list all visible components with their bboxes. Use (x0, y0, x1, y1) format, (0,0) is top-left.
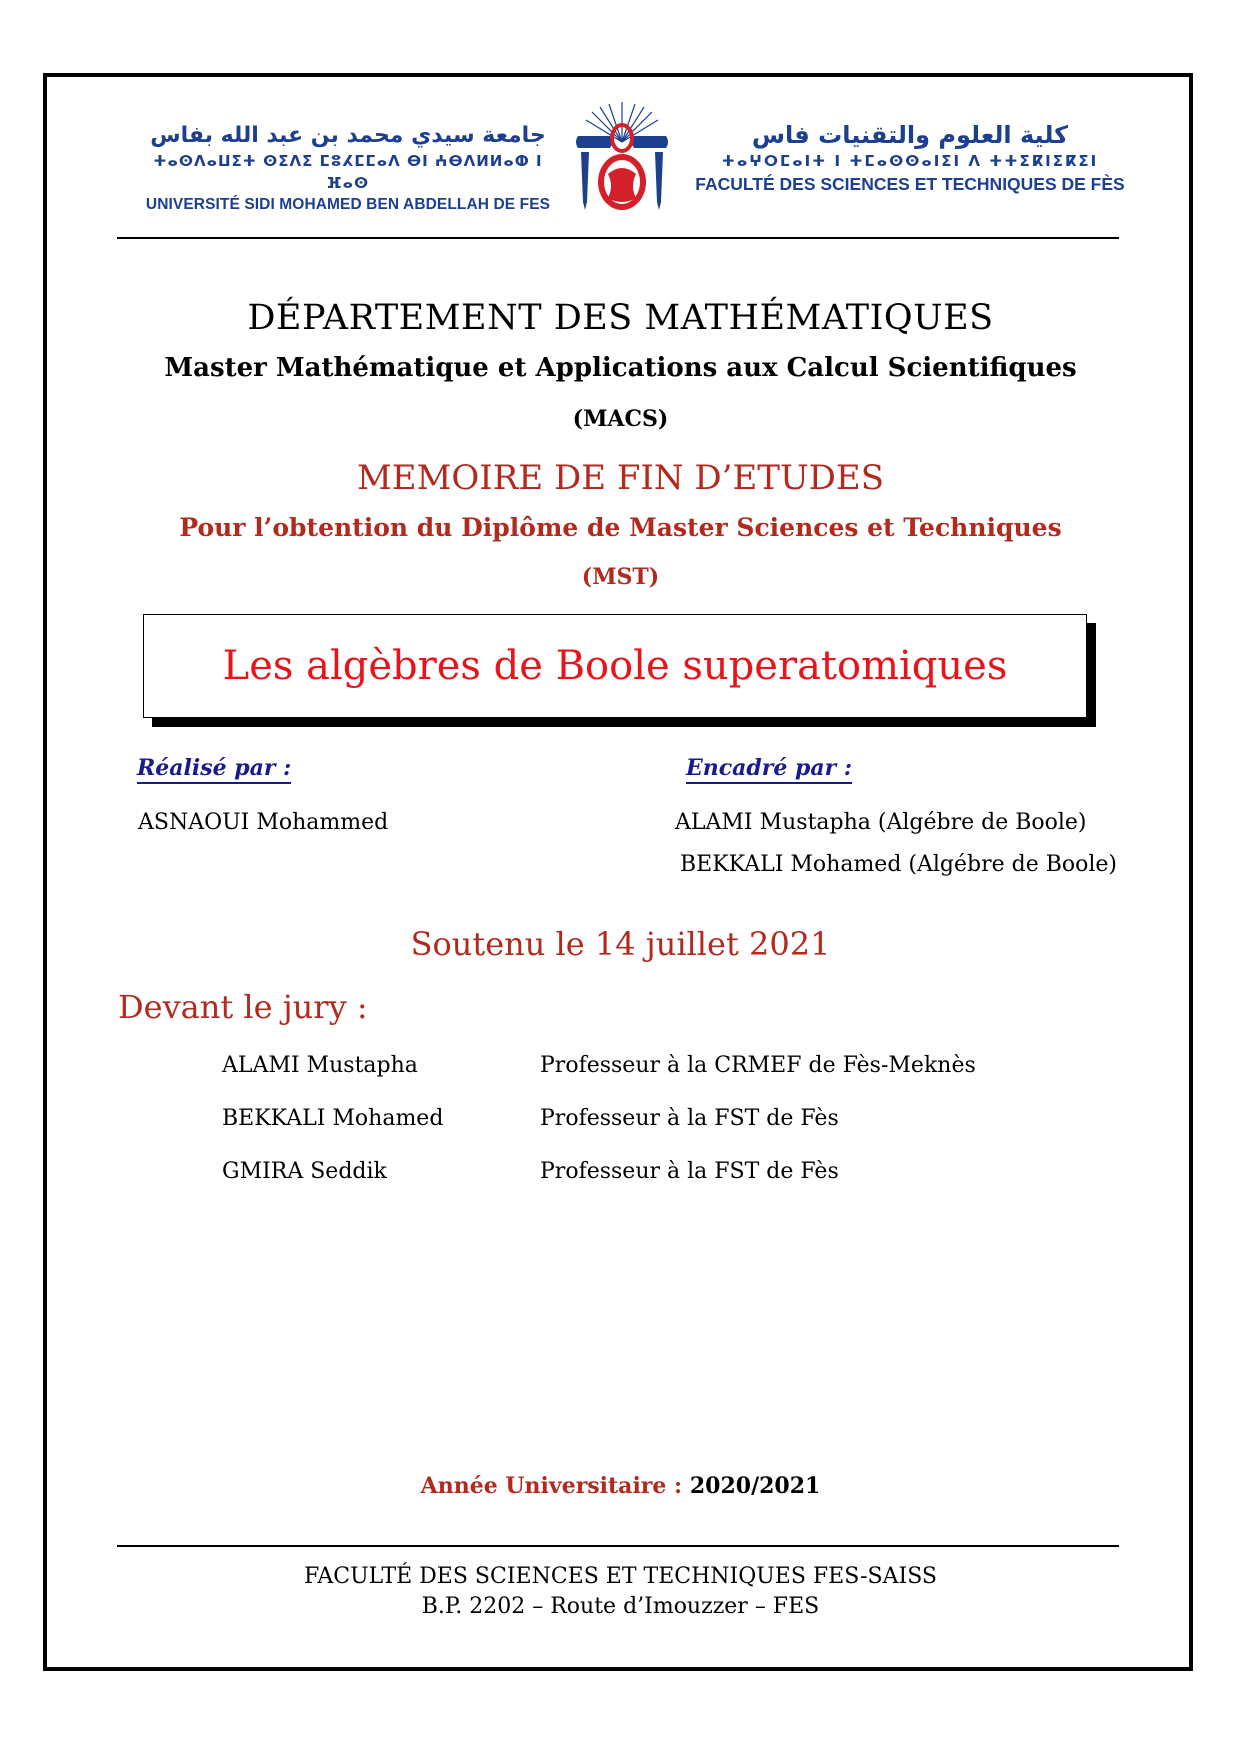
university-emblem-icon (572, 102, 672, 214)
faculty-name-arabic: كلية العلوم والتقنيات فاس (751, 121, 1069, 149)
supervisor-name: BEKKALI Mohamed (Algébre de Boole) (680, 852, 1118, 877)
jury-member-name: BEKKALI Mohamed (222, 1106, 444, 1131)
jury-member-role: Professeur à la FST de Fès (540, 1159, 839, 1184)
master-abbrev: (MACS) (572, 406, 669, 432)
header-divider (117, 237, 1119, 239)
encadre-label: Encadré par : (686, 755, 852, 784)
supervisor-name: ALAMI Mustapha (Algébre de Boole) (675, 810, 1087, 835)
department-title: DÉPARTEMENT DES MATHÉMATIQUES (247, 298, 994, 338)
academic-year-value: 2020/2021 (689, 1473, 821, 1499)
jury-member-name: GMIRA Seddik (222, 1159, 387, 1184)
university-name-french: UNIVERSITÉ SIDI MOHAMED BEN ABDELLAH DE FES (145, 196, 551, 213)
encadre-section (686, 755, 852, 781)
jury-member-role: Professeur à la FST de Fès (540, 1106, 839, 1131)
master-program: Master Mathématique et Applications aux Calcul Scientifiques (164, 353, 1077, 383)
document-type: MEMOIRE DE FIN D’ETUDES (356, 458, 885, 498)
diploma-abbrev: (MST) (581, 564, 660, 590)
footer-institution: FACULTÉ DES SCIENCES ET TECHNIQUES FES-SAISS (304, 1564, 937, 1589)
defense-date: Soutenu le 14 juillet 2021 (410, 925, 831, 963)
student-name: ASNAOUI Mohammed (138, 810, 389, 835)
university-name-tifinagh: ⵜⴰⵙⴷⴰⵡⵉⵜ ⵙⵉⴷⵉ ⵎⵓⵃⵎⵎⴰⴷ ⴱⵏ ⵄⴱⴷⵍⵍⴰⵀ ⵏ ⴼⴰⵙ (153, 152, 543, 192)
diploma-line: Pour l’obtention du Diplôme de Master Sciences et Techniques (179, 513, 1062, 542)
thesis-title: Les algèbres de Boole superatomiques (222, 643, 1008, 689)
university-logo (138, 122, 558, 216)
jury-member-name: ALAMI Mustapha (222, 1053, 418, 1078)
realise-section (137, 755, 291, 781)
faculty-name-tifinagh: ⵜⴰⵖⵔⵎⴰⵏⵜ ⵏ ⵜⵎⴰⵙⵙⴰⵏⵉⵏ ⴷ ⵜⵜⵉⴽⵏⵉⴽⵉⵏ (721, 152, 1099, 170)
university-name-arabic: جامعة سيدي محمد بن عبد الله بفاس (150, 123, 546, 148)
faculty-logo (680, 120, 1140, 196)
academic-year-label: Année Universitaire : (420, 1473, 683, 1499)
footer-divider (117, 1545, 1119, 1547)
realise-label: Réalisé par : (137, 755, 291, 784)
jury-heading: Devant le jury : (118, 988, 368, 1026)
faculty-name-french: FACULTÉ DES SCIENCES ET TECHNIQUES DE FÈS (695, 174, 1125, 194)
jury-member-role: Professeur à la CRMEF de Fès-Meknès (540, 1053, 976, 1078)
footer-address: B.P. 2202 – Route d’Imouzzer – FES (421, 1594, 820, 1619)
thesis-title-box (143, 614, 1087, 718)
academic-year (0, 1473, 1241, 1499)
